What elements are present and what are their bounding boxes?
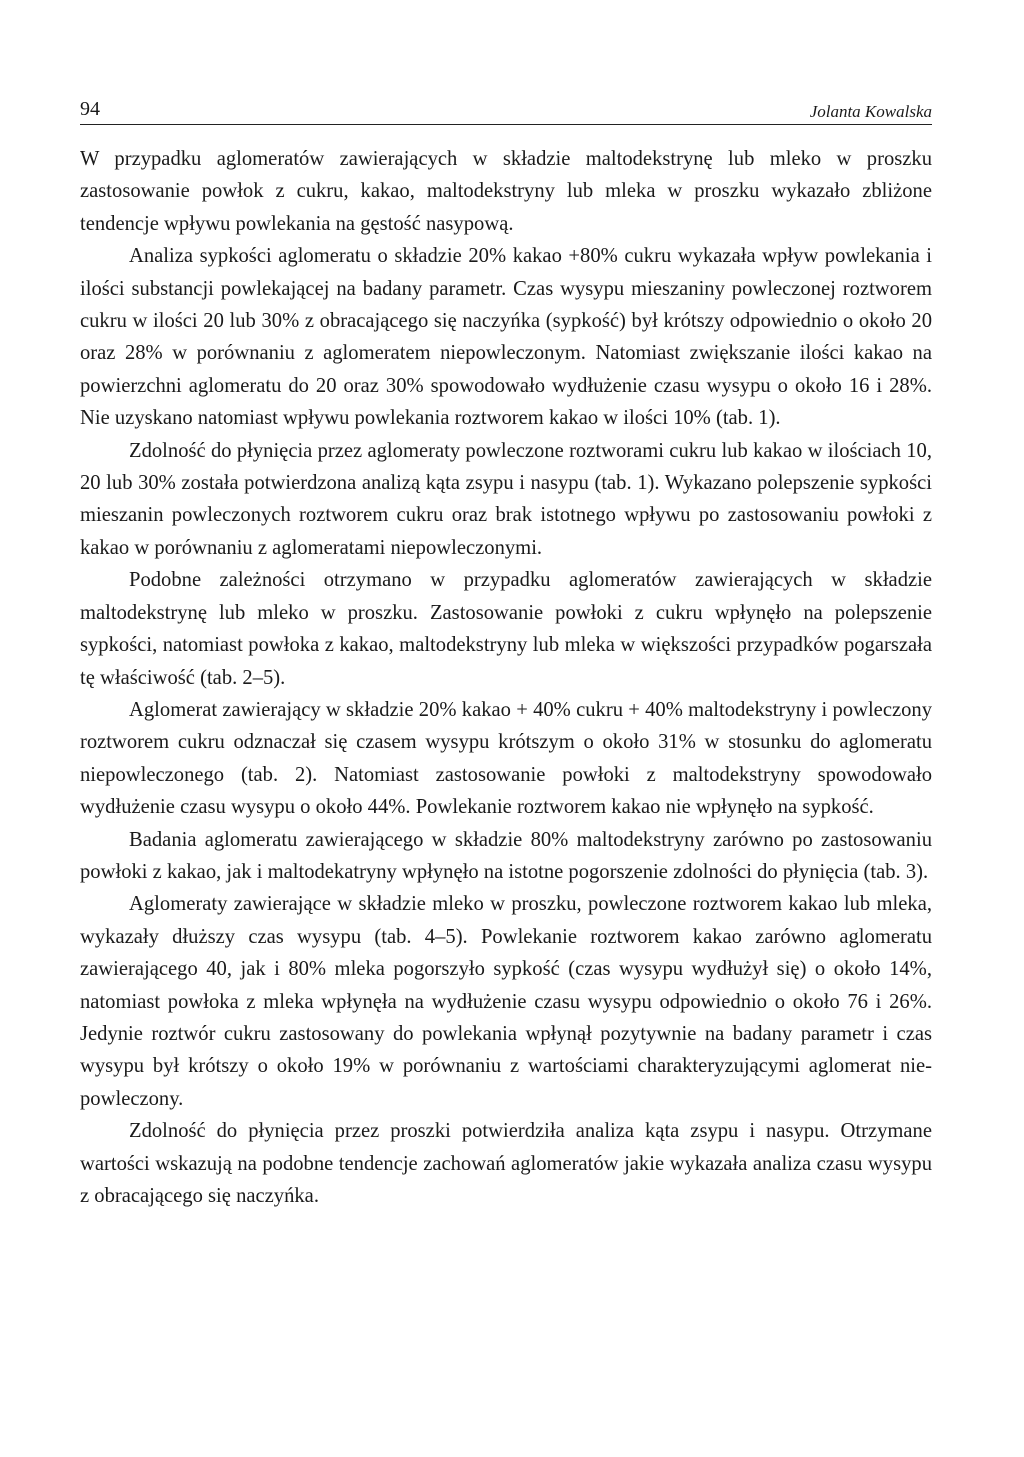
page-number: 94 [80, 98, 100, 120]
document-page [80, 98, 932, 1212]
paragraph: Zdolność do płynięcia przez aglomeraty powleczone roztworami cukru lub kakao w ilościach 10, 20 lub 30% została potwierdzona analizą kąta zsypu i nasypu (tab. 1). Wykazano polepszenie sypkości mieszanin powleczonych roztworem cukru oraz brak istotnego wpływu po zastosowaniu powłoki z kakao w porównaniu z aglomeratami niepowleczonymi. [80, 439, 932, 559]
paragraph: Podobne zależności otrzymano w przypadku aglomeratów zawierających w składzie maltodekstrynę lub mleko w proszku. Zastosowanie powłoki z cukru wpłynęło na polepszenie sypkości, natomiast powłoka z kakao, maltodekstryny lub mleka w większości przypadków pogarszała tę właściwość (tab. 2–5). [80, 569, 932, 689]
running-header-author: Jolanta Kowalska [809, 102, 932, 121]
body-text [80, 143, 932, 1212]
paragraph: W przypadku aglomeratów zawierających w składzie maltodekstrynę lub mleko w proszku zastosowanie powłok z cukru, kakao, maltodekstryny lub mleka w proszku wykazało zbliżone tendencje wpływu powlekania na gęstość nasypową. [80, 148, 932, 235]
paragraph: Zdolność do płynięcia przez proszki potwierdziła analiza kąta zsypu i nasypu. Otrzymane wartości wskazują na podobne tendencje zachowań aglomeratów jakie wykazała analiza czasu wysypu z obracającego się naczyńka. [80, 1120, 932, 1207]
paragraph: Badania aglomeratu zawierającego w składzie 80% maltodekstryny zarówno po zastosowaniu powłoki z kakao, jak i maltodekatryny wpłynęło na istotne pogorszenie zdolności do płynięcia (tab. 3). [80, 828, 932, 883]
paragraph: Aglomeraty zawierające w składzie mleko w proszku, powleczone roztworem kakao lub mleka, wykazały dłuższy czas wysypu (tab. 4–5). Powlekanie roztworem kakao zarówno aglomeratu zawierającego 40, jak i 80% mleka pogorszyło sypkość (czas wysypu wydłużył się) o około 14%, natomiast powłoka z mleka wpłynęła na wydłużenie czasu wysypu odpowiednio o około 76 i 26%. Jedynie roztwór cukru zastosowany do powlekania wpłynął pozytywnie na badany parametr i czas wysypu był krótszy o około 19% w porównaniu z wartościami charakteryzującymi aglomerat niepowleczony. [80, 893, 932, 1110]
paragraph: Aglomerat zawierający w składzie 20% kakao + 40% cukru + 40% maltodekstryny i powleczony roztworem cukru odznaczał się czasem wysypu krótszym o około 31% w stosunku do aglomeratu niepowleczonego (tab. 2). Natomiast zastosowanie powłoki z maltodekstryny spowodowało wydłużenie czasu wysypu o około 44%. Powlekanie roztworem kakao nie wpłynęło na sypkość. [80, 698, 932, 819]
running-header [80, 98, 932, 125]
paragraph: Analiza sypkości aglomeratu o składzie 20% kakao +80% cukru wykazała wpływ powlekania i ilości substancji powlekającej na badany parametr. Czas wysypu mieszaniny powleczonej roztworem cukru w ilości 20 lub 30% z obracającego się naczyńka (sypkość) był krótszy odpowiednio o około 20 oraz 28% w porównaniu z aglomeratem niepowleczonym. Natomiast zwiększanie ilości kakao na powierzchni aglomeratu do 20 oraz 30% spowodowało wydłużenie czasu wysypu o około 16 i 28%. Nie uzyskano natomiast wpływu powlekania roztworem kakao w ilości 10% (tab. 1). [80, 245, 932, 430]
